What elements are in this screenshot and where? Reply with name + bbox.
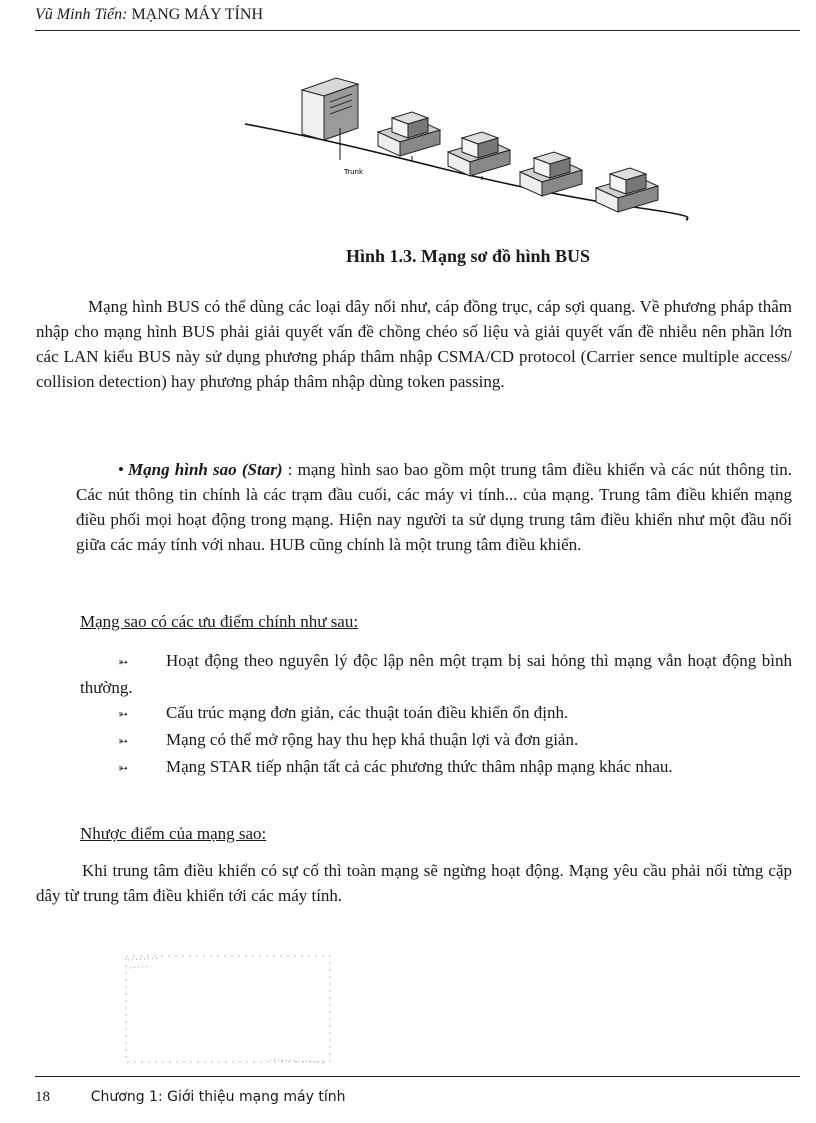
advantages-heading: Mạng sao có các ưu điểm chính như sau: bbox=[80, 612, 359, 631]
paragraph-bus: Mạng hình BUS có thể dùng các loại dây nối như, cáp đồng trục, cáp sợi quang. Về phương pháp thâm nhập cho mạng hình BUS phải giải quyết vấn đề chồng chéo số liệu và giải quyết vấn đề nhiễu nên phần lớn các LAN kiểu BUS này sử dụng phương pháp thâm nhập CSMA/CD protocol (Carrier sence multiple access/ collision detection) hay phương pháp thâm nhập dùng token passing. bbox=[36, 297, 792, 391]
star-term: Mạng hình sao (Star) bbox=[128, 460, 283, 479]
server-icon bbox=[302, 78, 358, 140]
page-number: 18 bbox=[35, 1089, 50, 1105]
arrow-bullet-icon: ➳ bbox=[117, 734, 129, 748]
workstation-icon bbox=[448, 132, 510, 176]
bus-topology-figure bbox=[240, 68, 700, 228]
arrow-bullet-icon: ➳ bbox=[117, 761, 129, 775]
trunk-label: Trunk bbox=[344, 168, 364, 176]
list-item: ➳ Cấu trúc mạng đơn giản, các thuật toán điều khiển ổn định. bbox=[80, 700, 792, 727]
advantages-list bbox=[80, 648, 792, 781]
chapter-title: Chương 1: Giới thiệu mạng máy tính bbox=[90, 1089, 346, 1105]
header-author: Vũ Minh Tiến: bbox=[35, 6, 128, 23]
star-text: : mạng hình sao bao gồm một trung tâm điều khiển và các nút thông tin. Các nút thông tin chính là các trạm đầu cuối, các máy vi tính... của mạng. Trung tâm điều khiển mạng điều phối mọi hoạt động trong mạng. Hiện nay người ta sử dụng trung tâm điều khiển như một đầu nối giữa các máy tính với nhau. HUB cũng chính là một trung tâm điều khiển. bbox=[76, 460, 793, 554]
page-footer bbox=[35, 1076, 800, 1106]
star-bullet-paragraph bbox=[76, 457, 792, 557]
arrow-bullet-icon: ➳ bbox=[117, 655, 129, 669]
page-header bbox=[35, 6, 800, 31]
figure-caption: Hình 1.3. Mạng sơ đồ hình BUS bbox=[345, 246, 591, 266]
workstation-icon bbox=[596, 168, 658, 212]
arrow-bullet-icon: ➳ bbox=[117, 707, 129, 721]
disadvantages-heading: Nhược điểm của mạng sao: bbox=[80, 824, 267, 843]
workstation-icon bbox=[520, 152, 582, 196]
disadvantages-paragraph: Khi trung tâm điều khiển có sự cố thì toàn mạng sẽ ngừng hoạt động. Mạng yêu cầu phải nối từng cặp dây từ trung tâm điều khiển tới các máy tính. bbox=[36, 861, 792, 905]
list-item: ➳ Mạng có thể mở rộng hay thu hẹp khá thuận lợi và đơn giản. bbox=[80, 727, 792, 754]
bullet-icon: • bbox=[118, 460, 124, 479]
list-item: ➳ Mạng STAR tiếp nhận tất cả các phương thức thâm nhập mạng khác nhau. bbox=[80, 754, 792, 781]
header-title: MẠNG MÁY TÍNH bbox=[131, 6, 263, 23]
list-item: ➳ Hoạt động theo nguyên lý độc lập nên một trạm bị sai hỏng thì mạng vẫn hoạt động bình thường. bbox=[80, 651, 792, 697]
scan-artifact-box bbox=[120, 950, 336, 1068]
workstation-icon bbox=[378, 112, 440, 156]
